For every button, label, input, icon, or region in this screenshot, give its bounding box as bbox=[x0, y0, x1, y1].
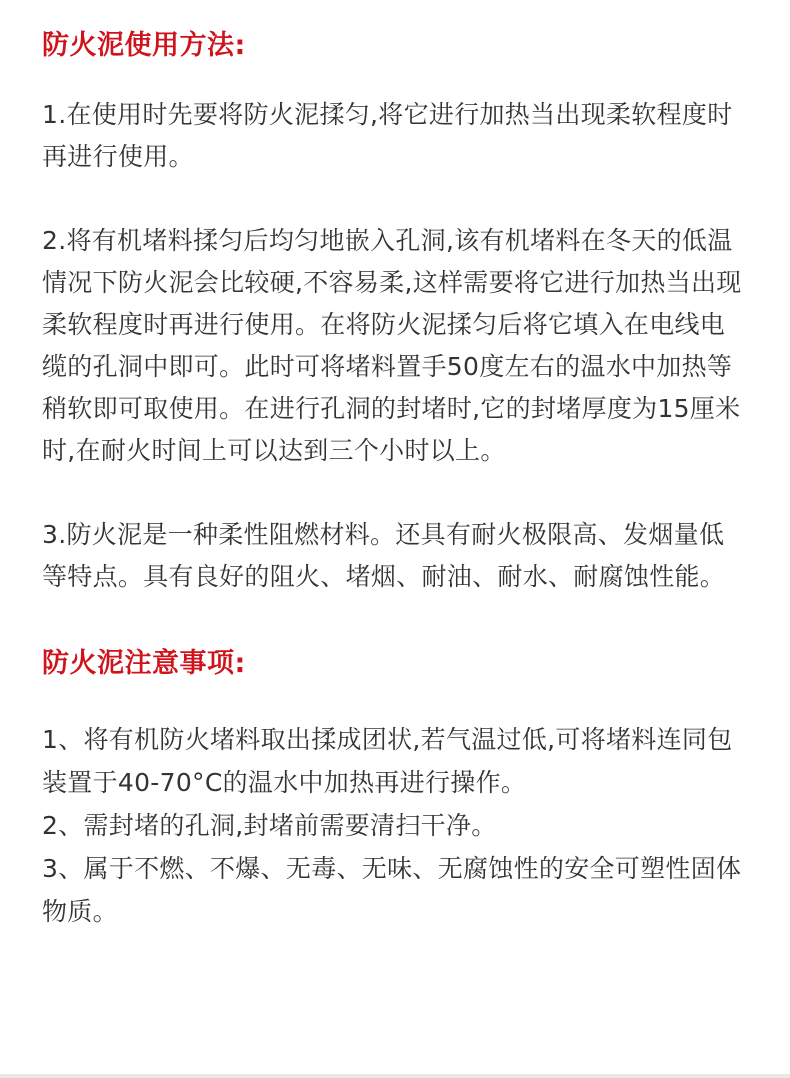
notes-list bbox=[42, 718, 748, 933]
notes-item-3: 3、属于不燃、不爆、无毒、无味、无腐蚀性的安全可塑性固体物质。 bbox=[42, 854, 742, 926]
usage-paragraph-3: 3.防火泥是一种柔性阻燃材料。还具有耐火极限高、发烟量低等特点。具有良好的阻火、堵烟、耐油、耐水、耐腐蚀性能。 bbox=[42, 520, 726, 591]
notes-item-2: 2、需封堵的孔洞,封堵前需要清扫干净。 bbox=[42, 811, 497, 840]
usage-heading: 防火泥使用方法: bbox=[42, 30, 246, 61]
notes-section bbox=[42, 598, 748, 933]
notes-item-1: 1、将有机防火堵料取出揉成团状,若气温过低,可将堵料连同包装置于40-70°C的温水中加热再进行操作。 bbox=[42, 725, 733, 797]
notes-heading: 防火泥注意事项: bbox=[42, 648, 246, 679]
usage-section bbox=[42, 0, 748, 598]
usage-paragraph-1: 1.在使用时先要将防火泥揉匀,将它进行加热当出现柔软程度时再进行使用。 bbox=[42, 100, 733, 171]
bottom-divider bbox=[0, 1074, 790, 1078]
usage-paragraph-2: 2.将有机堵料揉匀后均匀地嵌入孔洞,该有机堵料在冬天的低温情况下防火泥会比较硬,不容易柔,这样需要将它进行加热当出现柔软程度时再进行使用。在将防火泥揉匀后将它填入在电线电缆的孔洞中即可。此时可将堵料置手50度左右的温水中加热等稍软即可取使用。在进行孔洞的封堵时,它的封堵厚度为15厘米时,在耐火时间上可以达到三个小时以上。 bbox=[42, 226, 742, 465]
